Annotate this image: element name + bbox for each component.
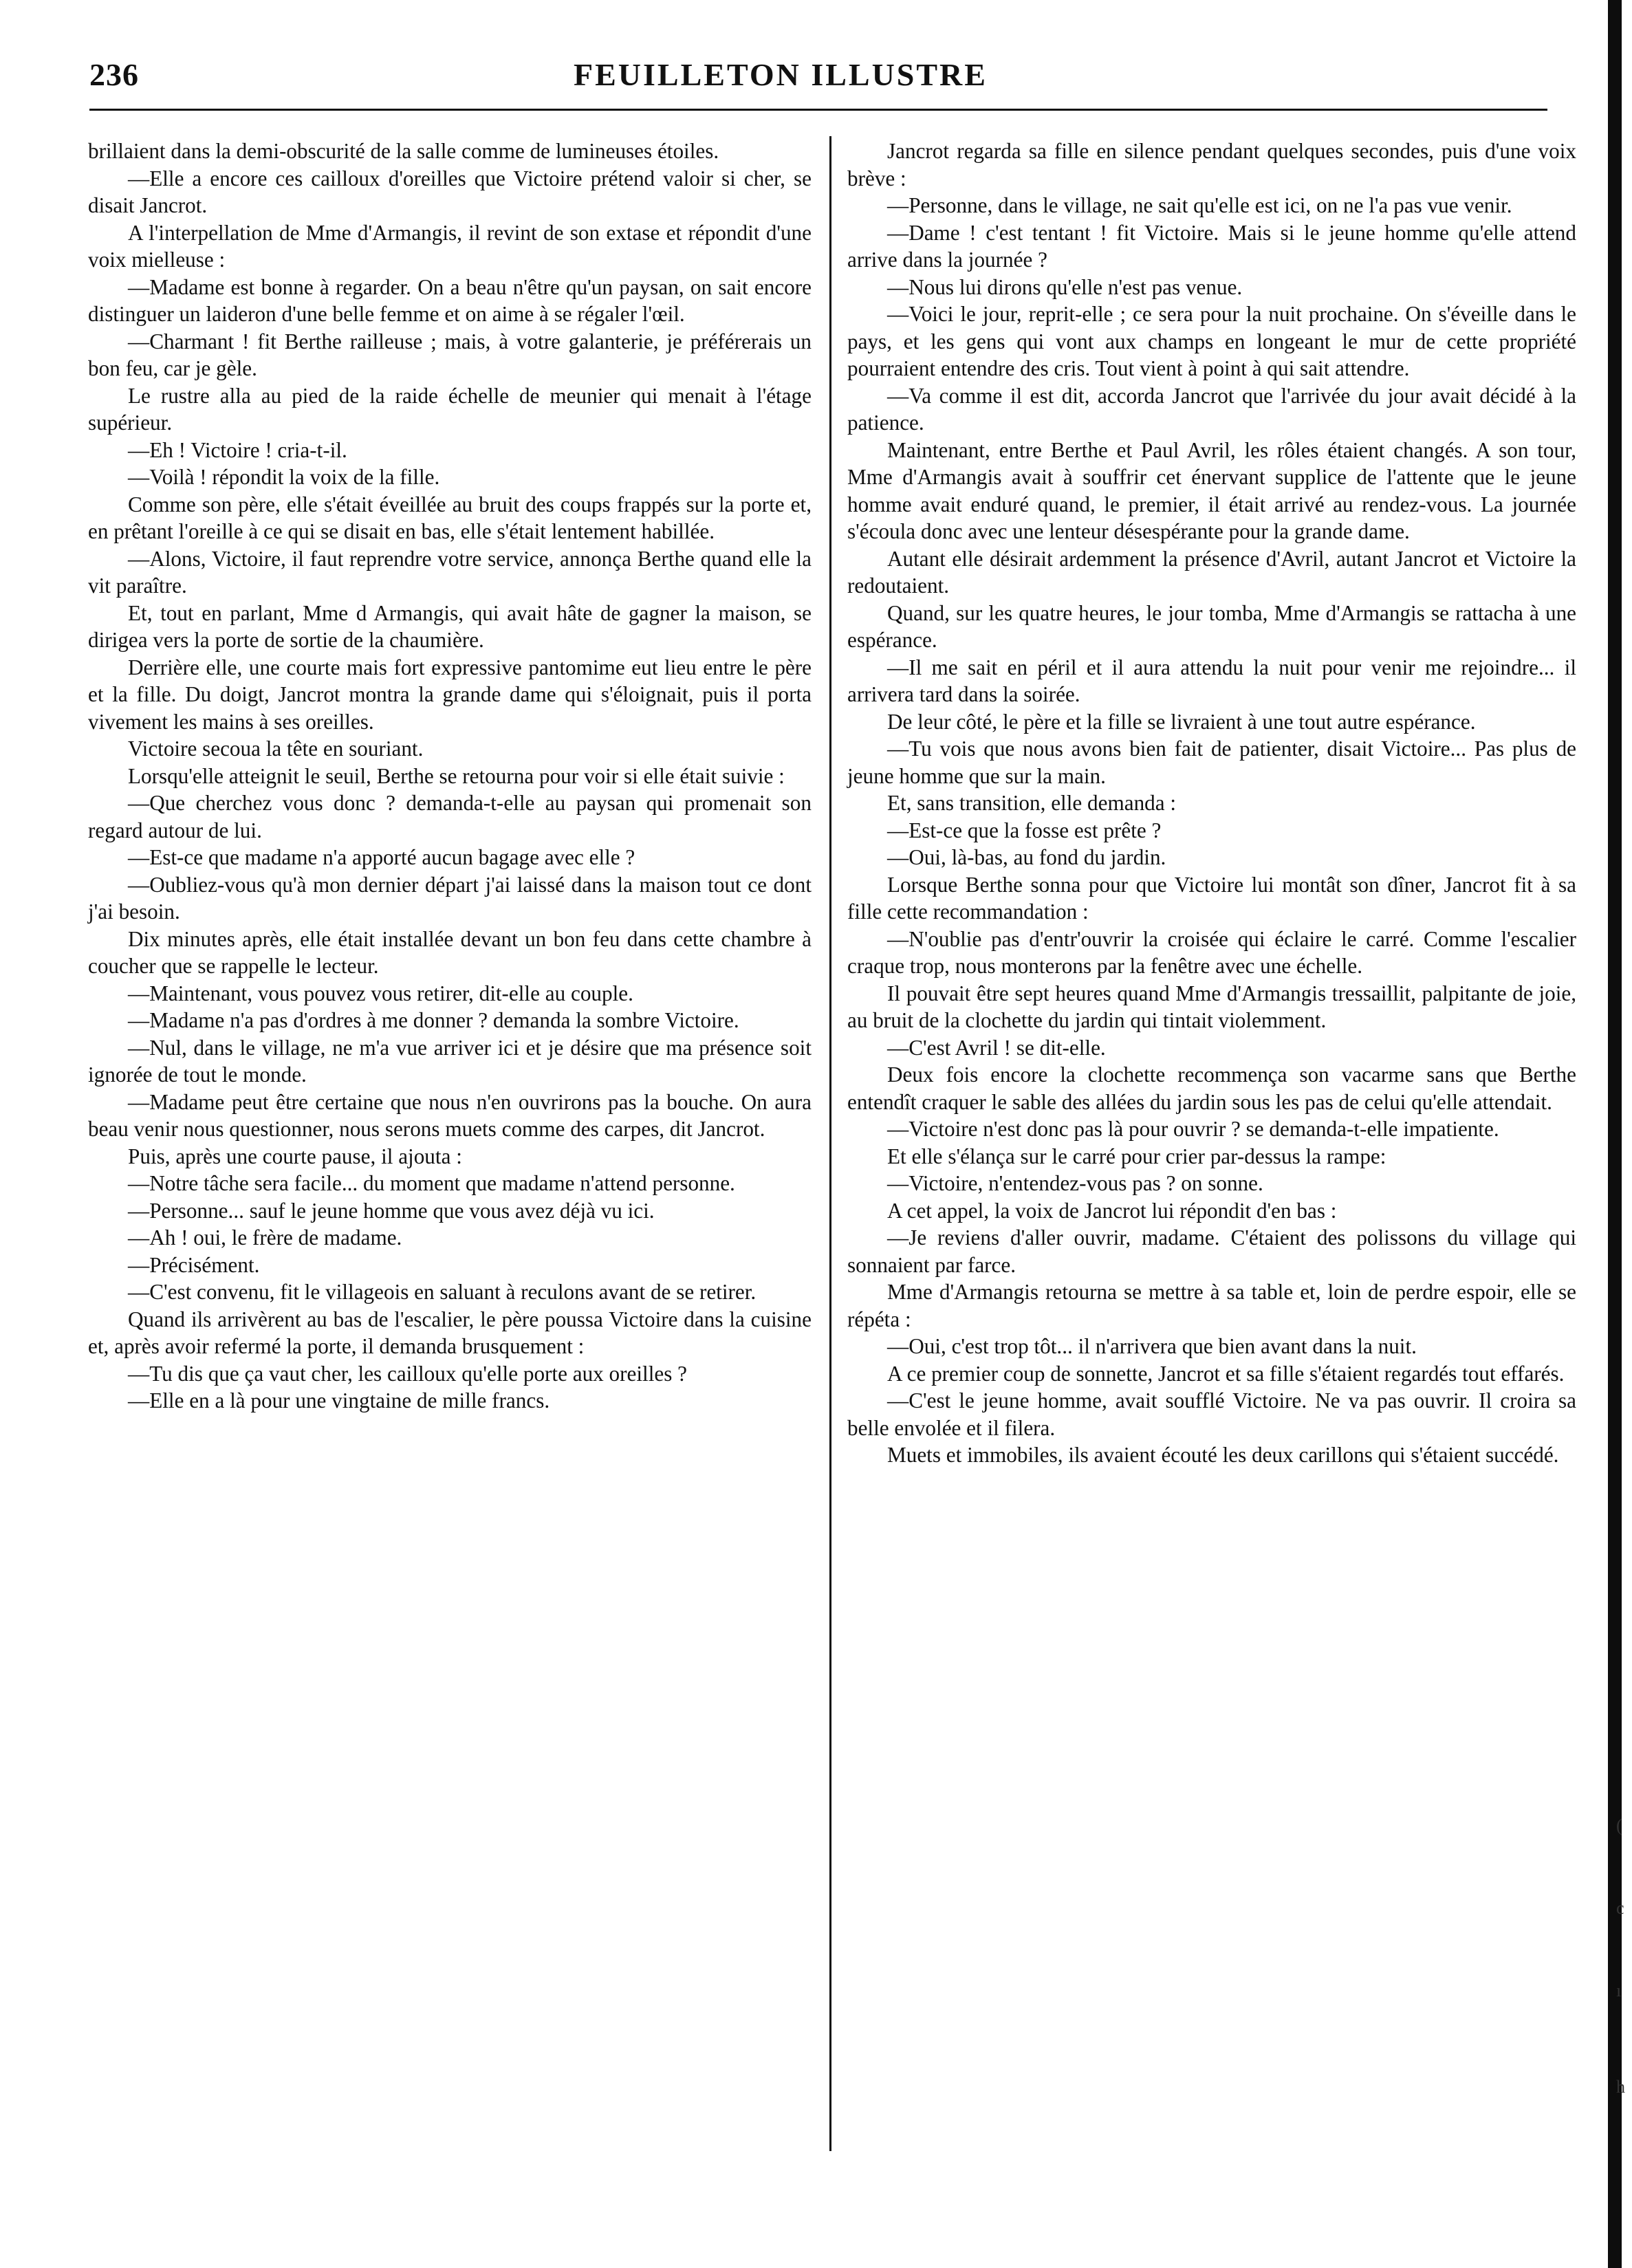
paragraph: Mme d'Armangis retourna se mettre à sa table et, loin de perdre espoir, elle se répéta : [847, 1280, 1576, 1331]
paragraph: —Elle a encore ces cailloux d'oreilles que Victoire prétend valoir si cher, se disait Jancrot. [88, 166, 812, 217]
paragraph: Il pouvait être sept heures quand Mme d'Armangis tressaillit, palpitante de joie, au bruit de la clochette du jardin qui tintait violemment. [847, 981, 1576, 1032]
paragraph: Derrière elle, une courte mais fort expressive pantomime eut lieu entre le père et la fille. Du doigt, Jancrot montra la grande dame qui s'éloignait, puis il porta vivement les mains à ses oreilles. [88, 655, 812, 734]
margin-mark: ı [1616, 1981, 1622, 2000]
paragraph: Dix minutes après, elle était installée devant un bon feu dans cette chambre à coucher que se rappelle le lecteur. [88, 926, 812, 978]
paragraph: —Eh ! Victoire ! cria-t-il. [128, 437, 347, 462]
margin-mark: h [1616, 2077, 1625, 2097]
paragraph: Maintenant, entre Berthe et Paul Avril, les rôles étaient changés. A son tour, Mme d'Armangis avait à souffrir cet énervant supplice de l'attente que le jeune homme avait enduré quand, le premier, il était arrivé au rendez-vous. La journée s'écoula donc avec une lenteur désespérante pour la grande dame. [847, 437, 1576, 543]
paragraph: —Madame n'a pas d'ordres à me donner ? demanda la sombre Victoire. [128, 1008, 739, 1032]
right-column [847, 138, 1576, 1469]
paragraph: Puis, après une courte pause, il ajouta : [128, 1144, 462, 1168]
paragraph: Comme son père, elle s'était éveillée au bruit des coups frappés sur la porte et, en prêtant l'oreille à ce qui se disait en bas, elle s'était lentement habillée. [88, 492, 812, 543]
header-title: FEUILLETON ILLUSTRE [574, 57, 988, 92]
paragraph: Autant elle désirait ardemment la présence d'Avril, autant Jancrot et Victoire la redoutaient. [847, 546, 1576, 598]
paragraph: —Nous lui dirons qu'elle n'est pas venue. [887, 274, 1243, 299]
paragraph: —Victoire, n'entendez-vous pas ? on sonne. [887, 1171, 1263, 1195]
paragraph: Le rustre alla au pied de la raide échelle de meunier qui menait à l'étage supérieur. [88, 383, 812, 435]
paragraph: —Va comme il est dit, accorda Jancrot que l'arrivée du jour avait décidé à la patience. [847, 383, 1576, 435]
paragraph: —Ah ! oui, le frère de madame. [128, 1225, 402, 1250]
paragraph: De leur côté, le père et la fille se livraient à une tout autre espérance. [887, 709, 1476, 734]
paragraph: —Je reviens d'aller ouvrir, madame. C'étaient des polissons du village qui sonnaient par farce. [847, 1225, 1576, 1277]
paragraph: —Personne, dans le village, ne sait qu'elle est ici, on ne l'a pas vue venir. [887, 193, 1512, 217]
column-divider [829, 136, 831, 2151]
paragraph: —Charmant ! fit Berthe railleuse ; mais, à votre galanterie, je préférerais un bon feu, car je gèle. [88, 329, 812, 380]
paragraph: brillaient dans la demi-obscurité de la salle comme de lumineuses étoiles. [88, 139, 719, 163]
paragraph: —C'est convenu, fit le villageois en saluant à reculons avant de se retirer. [128, 1280, 757, 1304]
paragraph: —Oui, là-bas, au fond du jardin. [887, 845, 1166, 869]
paragraph: —Elle en a là pour une vingtaine de mille francs. [128, 1388, 550, 1413]
paragraph: —Oubliez-vous qu'à mon dernier départ j'ai laissé dans la maison tout ce dont j'ai besoin. [88, 872, 812, 924]
paragraph: —Victoire n'est donc pas là pour ouvrir ? se demanda-t-elle impatiente. [887, 1117, 1499, 1141]
paragraph: A l'interpellation de Mme d'Armangis, il revint de son extase et répondit d'une voix mielleuse : [88, 220, 812, 272]
paragraph: Lorsque Berthe sonna pour que Victoire lui montât son dîner, Jancrot fit à sa fille cette recommandation : [847, 872, 1576, 924]
paragraph: —C'est le jeune homme, avait soufflé Victoire. Ne va pas ouvrir. Il croira sa belle envolée et il filera. [847, 1388, 1576, 1440]
paragraph: —Madame est bonne à regarder. On a beau n'être qu'un paysan, on sait encore distinguer un laideron d'une belle femme et on aime à se régaler l'œil. [88, 274, 812, 326]
margin-mark: c [1616, 1898, 1624, 1918]
paragraph: —Maintenant, vous pouvez vous retirer, dit-elle au couple. [128, 981, 633, 1005]
paragraph: —Madame peut être certaine que nous n'en ouvrirons pas la bouche. On aura beau venir nous questionner, nous serons muets comme des carpes, dit Jancrot. [88, 1089, 812, 1141]
paragraph: A ce premier coup de sonnette, Jancrot et sa fille s'étaient regardés tout effarés. [887, 1361, 1565, 1386]
paragraph: Et elle s'élança sur le carré pour crier par-dessus la rampe: [887, 1144, 1386, 1168]
paragraph: —Dame ! c'est tentant ! fit Victoire. Mais si le jeune homme qu'elle attend arrive dans la journée ? [847, 220, 1576, 272]
paragraph: —Voici le jour, reprit-elle ; ce sera pour la nuit prochaine. On s'éveille dans le pays, et les gens qui vont aux champs en longeant le mur de cette propriété pourraient entendre des cris. Tout vient à point à qui sait attendre. [847, 302, 1576, 380]
paragraph: —Tu dis que ça vaut cher, les cailloux qu'elle porte aux oreilles ? [128, 1361, 687, 1386]
paragraph: Lorsqu'elle atteignit le seuil, Berthe se retourna pour voir si elle était suivie : [128, 763, 785, 788]
page-number: 236 [89, 57, 139, 92]
paragraph: —N'oublie pas d'entr'ouvrir la croisée qui éclaire le carré. Comme l'escalier craque trop, nous monterons par la fenêtre avec une échelle. [847, 926, 1576, 978]
paragraph: —Voilà ! répondit la voix de la fille. [128, 465, 440, 489]
paragraph: —Personne... sauf le jeune homme que vous avez déjà vu ici. [128, 1198, 655, 1223]
paragraph: —Nul, dans le village, ne m'a vue arriver ici et je désire que ma présence soit ignorée de tout le monde. [88, 1035, 812, 1087]
paragraph: —Alons, Victoire, il faut reprendre votre service, annonça Berthe quand elle la vit paraître. [88, 546, 812, 598]
paragraph: —Il me sait en péril et il aura attendu la nuit pour venir me rejoindre... il arrivera tard dans la soirée. [847, 655, 1576, 706]
paragraph: Quand ils arrivèrent au bas de l'escalier, le père poussa Victoire dans la cuisine et, après avoir refermé la porte, il demanda brusquement : [88, 1307, 812, 1358]
header-rule [89, 109, 1547, 111]
paragraph: Et, sans transition, elle demanda : [887, 791, 1177, 815]
paragraph: Et, tout en parlant, Mme d Armangis, qui avait hâte de gagner la maison, se dirigea vers la porte de sortie de la chaumière. [88, 600, 812, 652]
left-column [88, 138, 812, 1415]
paragraph: —Est-ce que madame n'a apporté aucun bagage avec elle ? [128, 845, 635, 869]
paragraph: Muets et immobiles, ils avaient écouté les deux carillons qui s'étaient succédé. [887, 1443, 1559, 1467]
paragraph: Quand, sur les quatre heures, le jour tomba, Mme d'Armangis se rattacha à une espérance. [847, 600, 1576, 652]
paragraph: —Est-ce que la fosse est prête ? [887, 818, 1162, 842]
paragraph: A cet appel, la voix de Jancrot lui répondit d'en bas : [887, 1198, 1337, 1223]
paragraph: Deux fois encore la clochette recommença son vacarme sans que Berthe entendît craquer le sable des allées du jardin sous les pas de celui qu'elle attendait. [847, 1062, 1576, 1114]
binding-edge [1608, 0, 1622, 2268]
paragraph: Jancrot regarda sa fille en silence pendant quelques secondes, puis d'une voix brève : [847, 139, 1576, 190]
paragraph: Victoire secoua la tête en souriant. [128, 737, 424, 761]
margin-mark: ( [1616, 1816, 1622, 1835]
paragraph: —Notre tâche sera facile... du moment que madame n'attend personne. [128, 1171, 735, 1195]
paragraph: —Tu vois que nous avons bien fait de patienter, disait Victoire... Pas plus de jeune homme que sur la main. [847, 737, 1576, 788]
paragraph: —Que cherchez vous donc ? demanda-t-elle au paysan qui promenait son regard autour de lui. [88, 791, 812, 842]
paragraph: —C'est Avril ! se dit-elle. [887, 1035, 1106, 1060]
page-header [89, 56, 1472, 98]
paragraph: —Oui, c'est trop tôt... il n'arrivera que bien avant dans la nuit. [887, 1334, 1417, 1358]
paragraph: —Précisément. [128, 1252, 260, 1277]
